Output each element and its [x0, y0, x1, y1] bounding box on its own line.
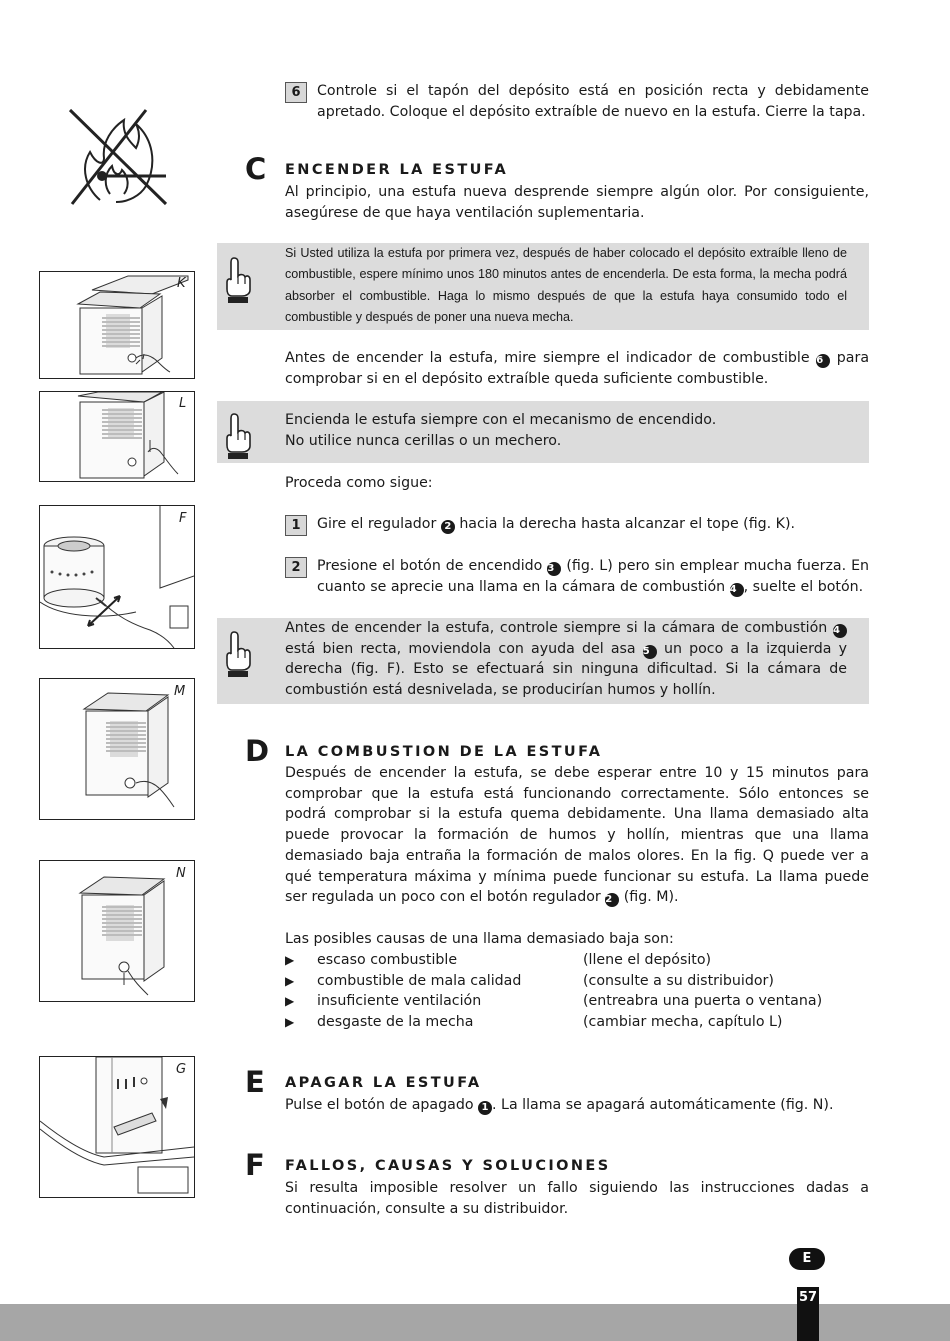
note-1-text: Si Usted utiliza la estufa por primera vez, después de haber colocado el depósito extraíble lleno de combustible, espere mínimo unos 180 minutos antes de encenderla. De esta forma, la mecha podrá absorber el combustible. Haga lo mismo después de que la estufa haya consumido todo el combustible y después de poner una nueva mecha. — [285, 246, 847, 325]
note-3-text: Antes de encender la estufa, controle siempre si la cámara de combustión 4 está bien recta, moviendola con ayuda del asa 5 un poco a la izquierda y derecha (fig. F). Esto se efectuará sin ninguna dificultad. Si la cámara de combustión está desnivelada, se producirían humos y hollín. — [285, 620, 847, 699]
figure-m-label: M — [174, 684, 186, 699]
step-1-number: 1 — [285, 515, 307, 536]
pointing-hand-icon — [224, 630, 252, 678]
list-item: ▶ combustible de mala calidad (consulte a su distribuidor) — [285, 971, 869, 992]
step-6-number: 6 — [285, 82, 307, 103]
section-d-heading: LA COMBUSTION DE LA ESTUFA — [285, 744, 603, 760]
figure-f-label: F — [179, 511, 187, 526]
step-6-text: Controle si el tapón del depósito está en posición recta y debidamente apretado. Coloque el depósito extraíble de nuevo en la estufa. Cierre la tapa. — [317, 83, 869, 120]
no-flame-icon — [66, 104, 170, 208]
section-d-paragraph: Después de encender la estufa, se debe esperar entre 10 y 15 minutos para comprobar que la estufa está funcionando correctamente. Sólo entonces se podrá comprobar si la estufa quema debidamente. Una llama demasiado alta puede provocar la formación de humos y hollín, mientras que una llama demasiado baja entraña la formación de malos olores. En la fig. Q puede ver a qué temperatura máxima y mínima puede funcionar su estufa. La llama puede ser regulada un poco con el botón regulador 2 (fig. M). — [285, 765, 869, 906]
list-item: ▶ escaso combustible (llene el depósito) — [285, 950, 869, 971]
heater-base-illustration — [40, 1057, 194, 1197]
heater-illustration — [40, 272, 194, 378]
section-e-paragraph: Pulse el botón de apagado 1 . La llama se apagará automáticamente (fig. N). — [285, 1097, 834, 1113]
figure-l — [39, 391, 195, 482]
note-2-line-1: Encienda le estufa siempre con el mecanismo de encendido. — [285, 412, 717, 428]
number-2-badge: 2 — [441, 520, 455, 534]
heater-illustration — [40, 392, 194, 481]
section-c-intro: Al principio, una estufa nueva desprende siempre algún olor. Por consiguiente, asegúrese de que haya ventilación suplementaria. — [285, 184, 869, 221]
step-2-text: Presione el botón de encendido 3 (fig. L) pero sin emplear mucha fuerza. En cuanto se aprecie una llama en la cámara de combustión 4 , suelte el botón. — [317, 558, 870, 595]
section-f-letter: F — [245, 1148, 265, 1182]
figure-n-label: N — [176, 866, 186, 881]
section-f-paragraph: Si resulta imposible resolver un fallo siguiendo las instrucciones dadas a continuación, consulte a su distribuidor. — [285, 1180, 869, 1217]
combustion-chamber-illustration — [40, 506, 194, 648]
list-item: ▶ insuficiente ventilación (entreabra una puerta o ventana) — [285, 991, 869, 1012]
figure-g-label: G — [176, 1062, 187, 1077]
step-1-text: Gire el regulador 2 hacia la derecha hasta alcanzar el tope (fig. K). — [317, 516, 796, 532]
figure-l-label: L — [179, 396, 187, 411]
figure-m — [39, 678, 195, 820]
section-e-heading: APAGAR LA ESTUFA — [285, 1075, 482, 1091]
bullet-icon: ▶ — [285, 973, 295, 988]
figure-k — [39, 271, 195, 379]
figure-k-label: K — [177, 276, 186, 291]
bullet-icon: ▶ — [285, 994, 295, 1009]
causes-list — [285, 950, 869, 1033]
number-2-badge: 2 — [605, 893, 619, 907]
pointing-hand-icon — [224, 412, 252, 460]
list-item: ▶ desgaste de la mecha (cambiar mecha, capítulo L) — [285, 1012, 869, 1033]
number-1-badge: 1 — [478, 1101, 492, 1115]
number-4-badge: 4 — [833, 624, 847, 638]
note-2-line-2: No utilice nunca cerillas o un mechero. — [285, 433, 562, 449]
bullet-icon: ▶ — [285, 953, 295, 967]
figure-g — [39, 1056, 195, 1198]
section-d-letter: D — [245, 734, 270, 768]
fuel-indicator-paragraph: Antes de encender la estufa, mire siempre el indicador de combustible 6 para comprobar si en el depósito extraíble queda suficiente combustible. — [285, 350, 870, 387]
number-5-badge: 5 — [643, 645, 657, 659]
step-2-number: 2 — [285, 557, 307, 578]
heater-illustration — [40, 861, 194, 1001]
pointing-hand-icon — [224, 256, 252, 304]
figure-f — [39, 505, 195, 649]
causes-intro: Las posibles causas de una llama demasiado baja son: — [285, 931, 674, 947]
bullet-icon: ▶ — [285, 1015, 295, 1030]
language-badge: E — [789, 1248, 825, 1270]
number-3-badge: 3 — [547, 562, 561, 576]
section-c-heading: ENCENDER LA ESTUFA — [285, 162, 509, 178]
heater-illustration — [40, 679, 194, 819]
section-c-letter: C — [245, 152, 267, 186]
proceed-text: Proceda como sigue: — [285, 475, 433, 491]
page-number: 57 — [797, 1287, 819, 1341]
number-4-badge: 4 — [730, 583, 744, 597]
number-6-badge: 6 — [816, 354, 830, 368]
section-f-heading: FALLOS, CAUSAS Y SOLUCIONES — [285, 1158, 611, 1174]
figure-n — [39, 860, 195, 1002]
section-e-letter: E — [245, 1065, 265, 1099]
